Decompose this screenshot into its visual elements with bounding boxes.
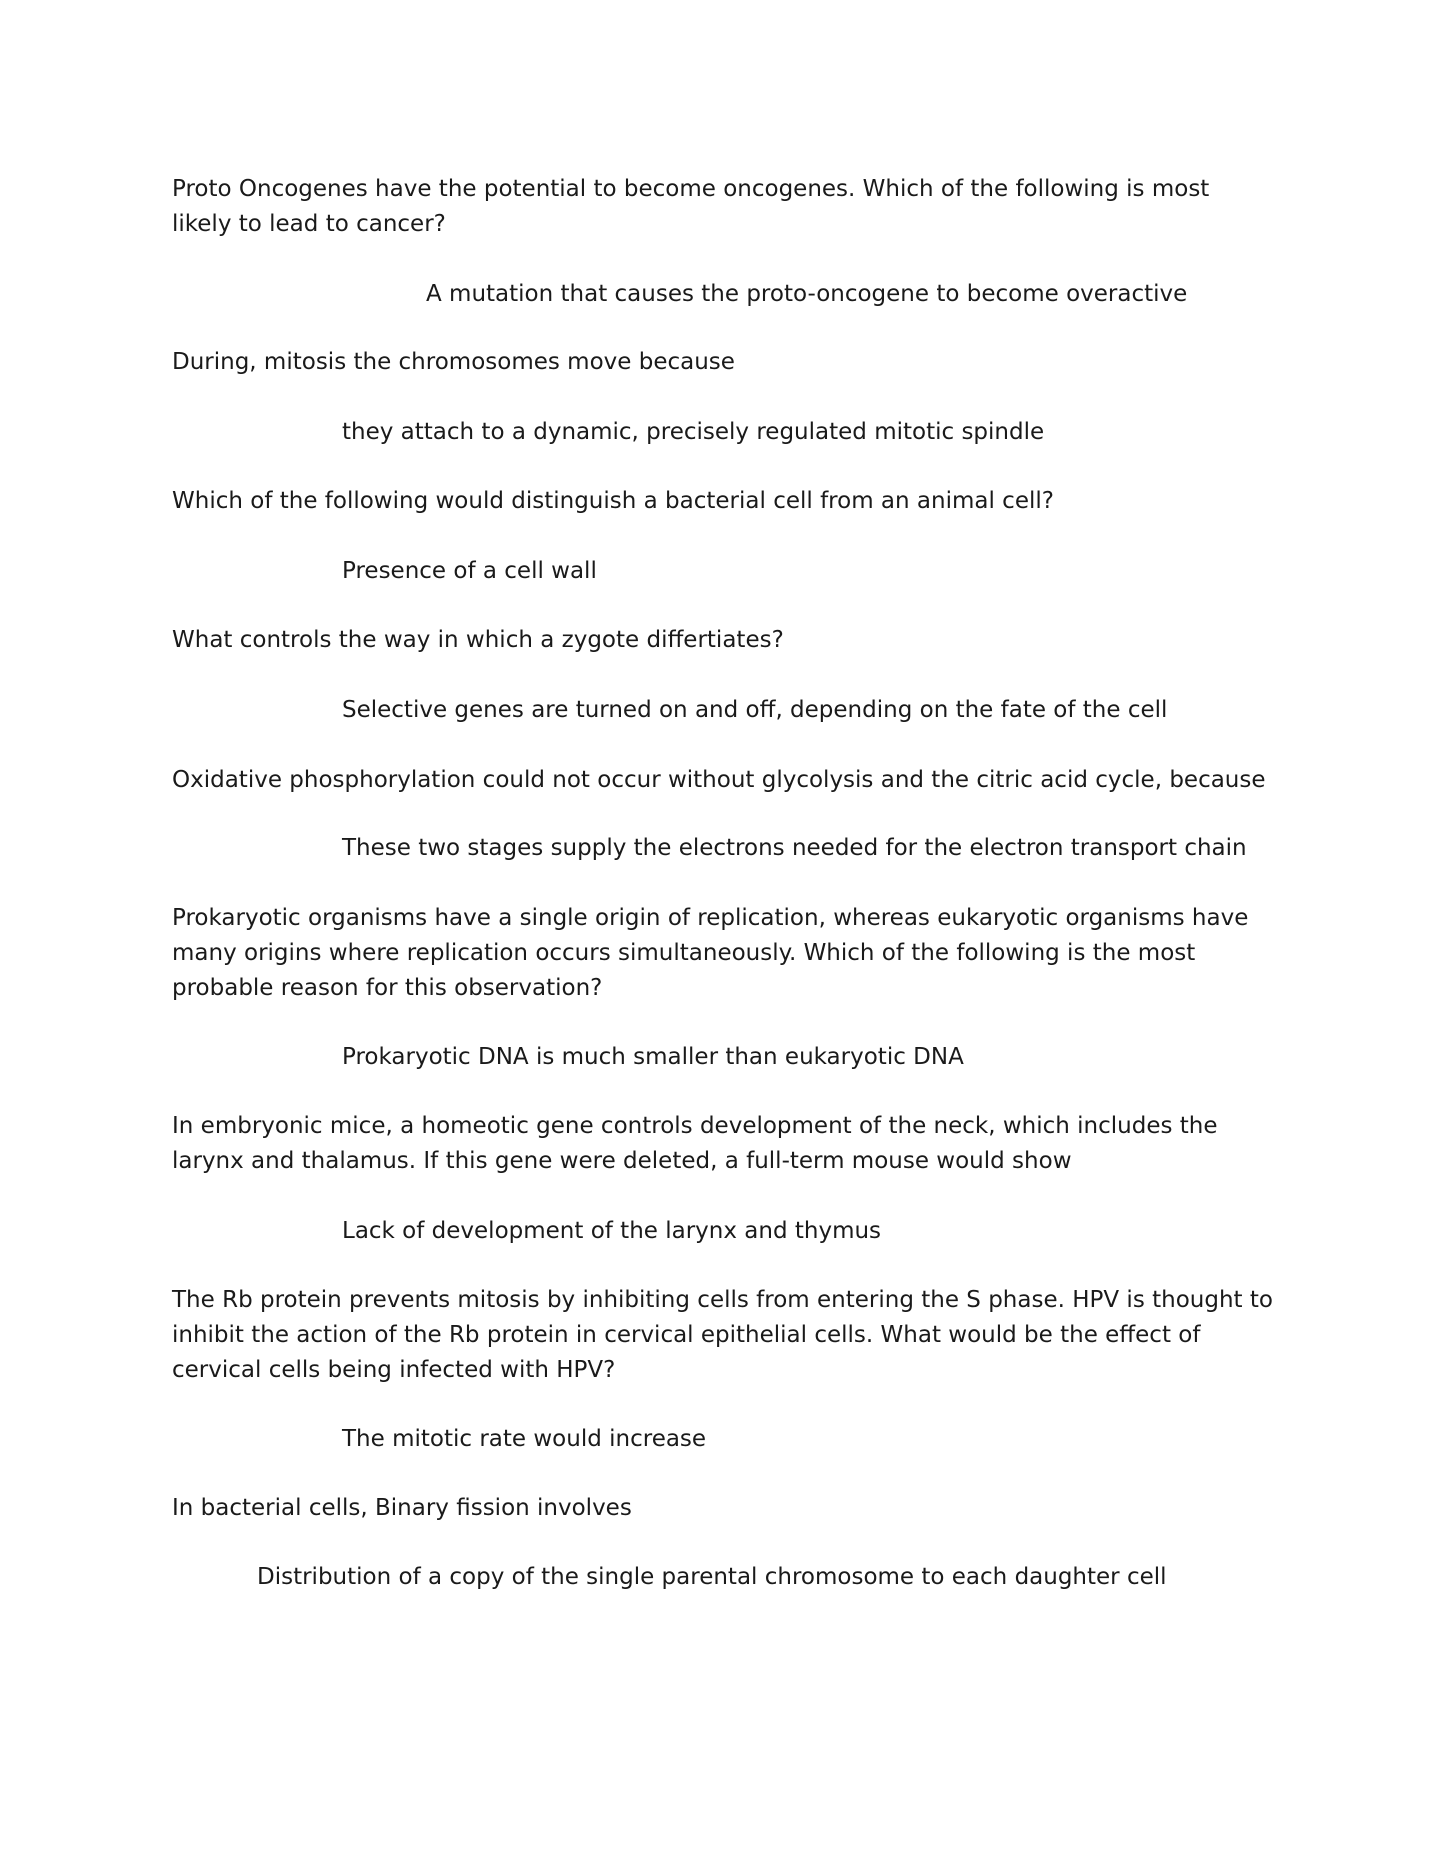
answer-8: The mitotic rate would increase <box>342 1426 707 1452</box>
question-1: Proto Oncogenes have the potential to become oncogenes. Which of the following is most likely to lead to cancer? <box>172 176 1210 237</box>
answer-3: Presence of a cell wall <box>342 558 597 584</box>
question-8: The Rb protein prevents mitosis by inhibiting cells from entering the S phase. HPV is thought to inhibit the action of the Rb protein in cervical epithelial cells. What would be the effect of cervical cells being infected with HPV? <box>172 1287 1273 1383</box>
question-4: What controls the way in which a zygote differtiates? <box>172 627 784 653</box>
question-3: Which of the following would distinguish a bacterial cell from an animal cell? <box>172 488 1054 514</box>
answer-2: they attach to a dynamic, precisely regulated mitotic spindle <box>342 419 1045 445</box>
question-6: Prokaryotic organisms have a single origin of replication, whereas eukaryotic organisms have many origins where replication occurs simultaneously. Which of the following is the most probable reason for this observation? <box>172 905 1249 1001</box>
answer-7: Lack of development of the larynx and thymus <box>342 1218 882 1244</box>
answer-9: Distribution of a copy of the single parental chromosome to each daughter cell <box>257 1564 1167 1590</box>
answer-6: Prokaryotic DNA is much smaller than eukaryotic DNA <box>342 1044 964 1070</box>
question-7: In embryonic mice, a homeotic gene controls development of the neck, which includes the larynx and thalamus. If this gene were deleted, a full-term mouse would show <box>172 1113 1218 1174</box>
question-5: Oxidative phosphorylation could not occur without glycolysis and the citric acid cycle, because <box>172 767 1266 793</box>
answer-5: These two stages supply the electrons needed for the electron transport chain <box>342 835 1247 861</box>
answer-4: Selective genes are turned on and off, depending on the fate of the cell <box>342 697 1168 723</box>
question-9: In bacterial cells, Binary fission involves <box>172 1495 632 1521</box>
question-2: During, mitosis the chromosomes move because <box>172 349 735 375</box>
answer-1: A mutation that causes the proto-oncogene to become overactive <box>426 281 1188 307</box>
